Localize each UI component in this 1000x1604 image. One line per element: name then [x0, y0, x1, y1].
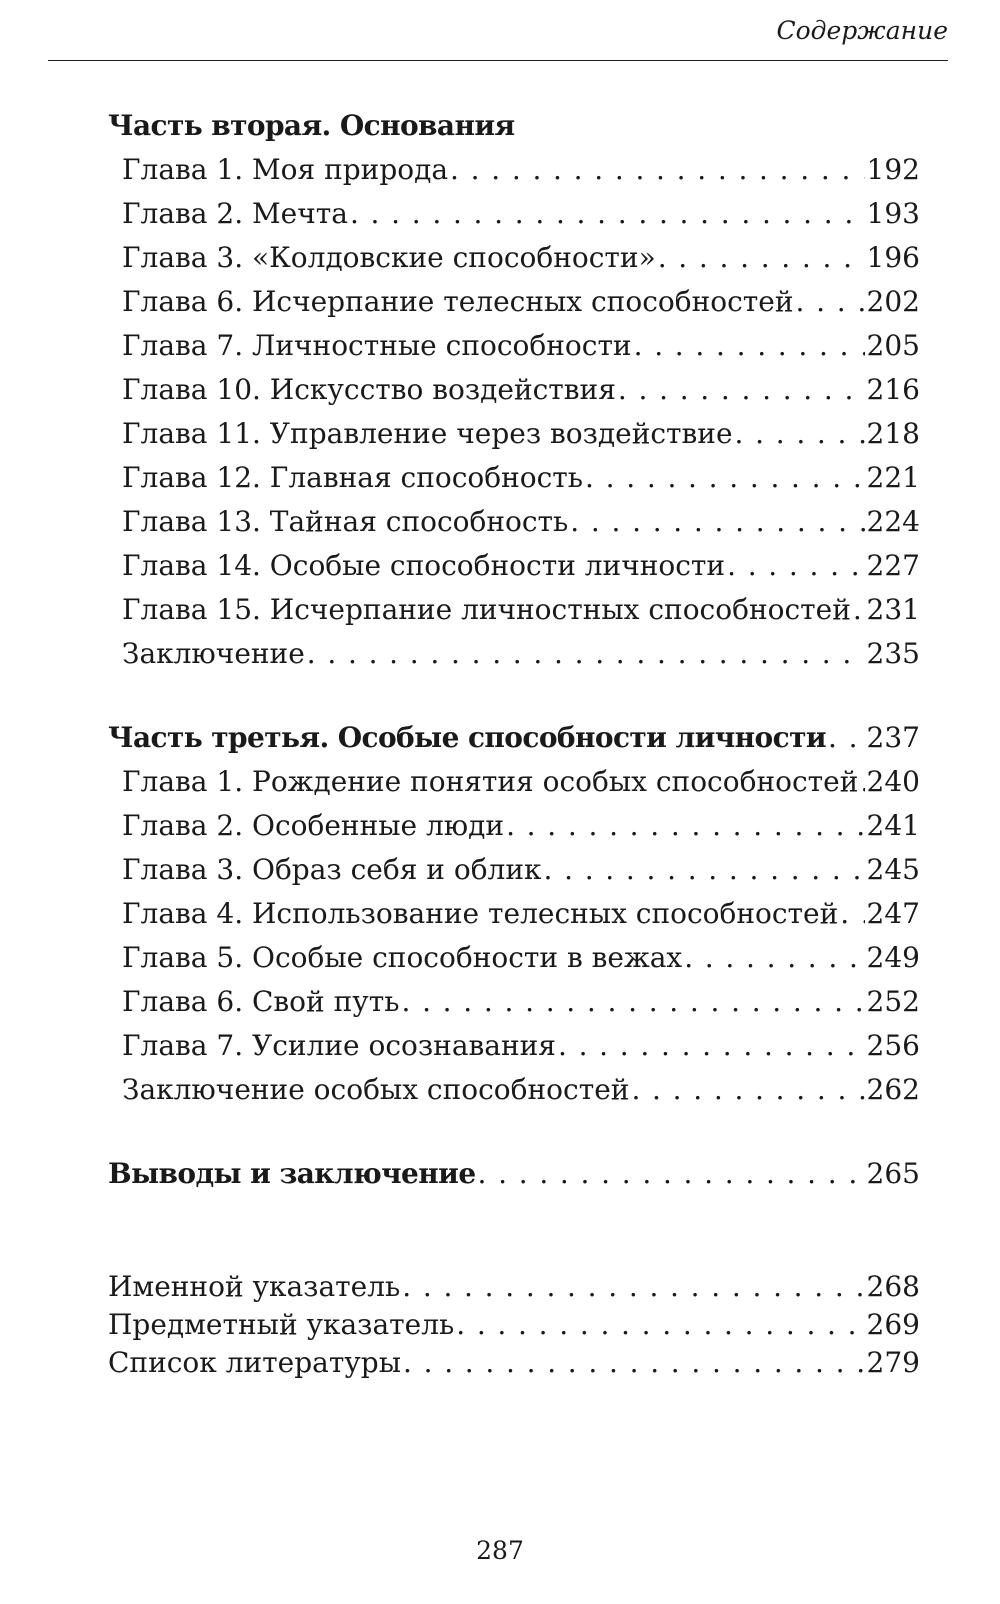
toc-entry[interactable] — [108, 1344, 920, 1382]
dot-leader — [853, 588, 865, 632]
dot-leader — [307, 632, 865, 676]
page-number: 287 — [476, 1536, 524, 1565]
toc-entry[interactable] — [108, 368, 920, 412]
toc-entry[interactable] — [108, 1068, 920, 1112]
entry-page: 202 — [866, 285, 920, 318]
entry-title: Заключение особых способностей — [122, 1073, 630, 1106]
part-heading[interactable] — [108, 716, 920, 760]
dot-leader — [570, 500, 864, 544]
dot-leader — [506, 804, 864, 848]
entry-title: Глава 6. Исчерпание телесных способностей — [122, 285, 794, 318]
part-heading[interactable] — [108, 104, 920, 148]
entry-title: Глава 15. Исчерпание личностных способностей — [122, 593, 851, 626]
dot-leader — [727, 544, 864, 588]
dot-leader — [456, 1306, 864, 1344]
entry-page: 218 — [866, 417, 920, 450]
header-rule — [48, 60, 948, 61]
entry-page: 269 — [866, 1308, 920, 1341]
entry-page: 205 — [866, 329, 920, 362]
entry-page: 231 — [866, 593, 920, 626]
toc-entry[interactable] — [108, 544, 920, 588]
entry-page: 268 — [866, 1270, 920, 1303]
entry-title: Глава 10. Искусство воздействия — [122, 373, 616, 406]
entry-page: 245 — [866, 853, 920, 886]
dot-leader — [796, 280, 865, 324]
toc-part-2 — [108, 104, 920, 676]
dot-leader — [558, 1024, 865, 1068]
dot-leader — [860, 760, 864, 804]
running-head: Содержание — [776, 16, 948, 45]
toc-entry[interactable] — [108, 148, 920, 192]
part-page: 237 — [866, 721, 920, 754]
toc-entry[interactable] — [108, 192, 920, 236]
entry-title: Глава 12. Главная способность — [122, 461, 584, 494]
toc-entry[interactable] — [108, 1268, 920, 1306]
toc-conclusions — [108, 1152, 920, 1196]
toc-entry[interactable] — [108, 980, 920, 1024]
toc-entry[interactable] — [108, 804, 920, 848]
entry-title: Глава 7. Личностные способности — [122, 329, 632, 362]
part-heading[interactable] — [108, 1152, 920, 1196]
entry-title: Глава 4. Использование телесных способностей — [122, 897, 839, 930]
entry-page: 221 — [866, 461, 920, 494]
toc-entry[interactable] — [108, 760, 920, 804]
entry-title: Глава 1. Моя природа — [122, 153, 449, 186]
entry-page: 241 — [866, 809, 920, 842]
toc-part-3 — [108, 716, 920, 1112]
dot-leader — [631, 1068, 864, 1112]
dot-leader — [618, 368, 865, 412]
dot-leader — [402, 1268, 864, 1306]
entry-title: Глава 7. Усилие осознавания — [122, 1029, 556, 1062]
dot-leader — [350, 192, 865, 236]
toc-entry[interactable] — [108, 456, 920, 500]
toc-entry[interactable] — [108, 588, 920, 632]
back-matter — [108, 1268, 920, 1382]
toc-entry[interactable] — [108, 892, 920, 936]
toc-entry[interactable] — [108, 848, 920, 892]
toc-entry[interactable] — [108, 324, 920, 368]
entry-title: Глава 3. «Колдовские способности» — [122, 241, 656, 274]
part-page: 265 — [866, 1157, 920, 1190]
entry-page: 224 — [866, 505, 920, 538]
toc-entry[interactable] — [108, 280, 920, 324]
dot-leader — [403, 1344, 865, 1382]
entry-title: Глава 6. Свой путь — [122, 985, 400, 1018]
toc-entry[interactable] — [108, 936, 920, 980]
dot-leader — [544, 848, 865, 892]
entry-title: Глава 11. Управление через воздействие — [122, 417, 733, 450]
dot-leader — [401, 980, 864, 1024]
dot-leader — [828, 716, 865, 760]
dot-leader — [735, 412, 865, 456]
dot-leader — [684, 936, 864, 980]
entry-page: 262 — [866, 1073, 920, 1106]
entry-page: 192 — [866, 153, 920, 186]
entry-title: Глава 5. Особые способности в вежах — [122, 941, 683, 974]
entry-title: Список литературы — [108, 1346, 401, 1379]
entry-title: Глава 2. Мечта — [122, 197, 348, 230]
entry-title: Заключение — [122, 637, 305, 670]
dot-leader — [658, 236, 865, 280]
dot-leader — [840, 892, 864, 936]
toc-entry[interactable] — [108, 412, 920, 456]
entry-title: Глава 1. Рождение понятия особых способностей — [122, 765, 859, 798]
dot-leader — [478, 1152, 865, 1196]
entry-title: Предметный указатель — [108, 1308, 455, 1341]
dot-leader — [585, 456, 865, 500]
entry-title: Глава 14. Особые способности личности — [122, 549, 726, 582]
dot-leader — [450, 148, 865, 192]
entry-page: 235 — [866, 637, 920, 670]
entry-page: 196 — [866, 241, 920, 274]
entry-page: 247 — [866, 897, 920, 930]
part-title: Часть вторая. Основания — [108, 109, 515, 142]
entry-page: 240 — [866, 765, 920, 798]
entry-page: 279 — [866, 1346, 920, 1379]
entry-title: Глава 2. Особенные люди — [122, 809, 505, 842]
entry-page: 252 — [866, 985, 920, 1018]
toc-entry[interactable] — [108, 1306, 920, 1344]
entry-page: 216 — [866, 373, 920, 406]
toc-entry[interactable] — [108, 632, 920, 676]
toc-entry[interactable] — [108, 500, 920, 544]
toc-entry[interactable] — [108, 236, 920, 280]
entry-page: 227 — [866, 549, 920, 582]
entry-title: Именной указатель — [108, 1270, 401, 1303]
entry-title: Глава 13. Тайная способность — [122, 505, 569, 538]
entry-page: 256 — [866, 1029, 920, 1062]
part-title: Часть третья. Особые способности личности — [108, 721, 827, 754]
dot-leader — [634, 324, 865, 368]
entry-title: Глава 3. Образ себя и облик — [122, 853, 542, 886]
table-of-contents — [108, 104, 920, 1196]
entry-page: 249 — [866, 941, 920, 974]
part-title: Выводы и заключение — [108, 1157, 476, 1190]
entry-page: 193 — [866, 197, 920, 230]
toc-entry[interactable] — [108, 1024, 920, 1068]
